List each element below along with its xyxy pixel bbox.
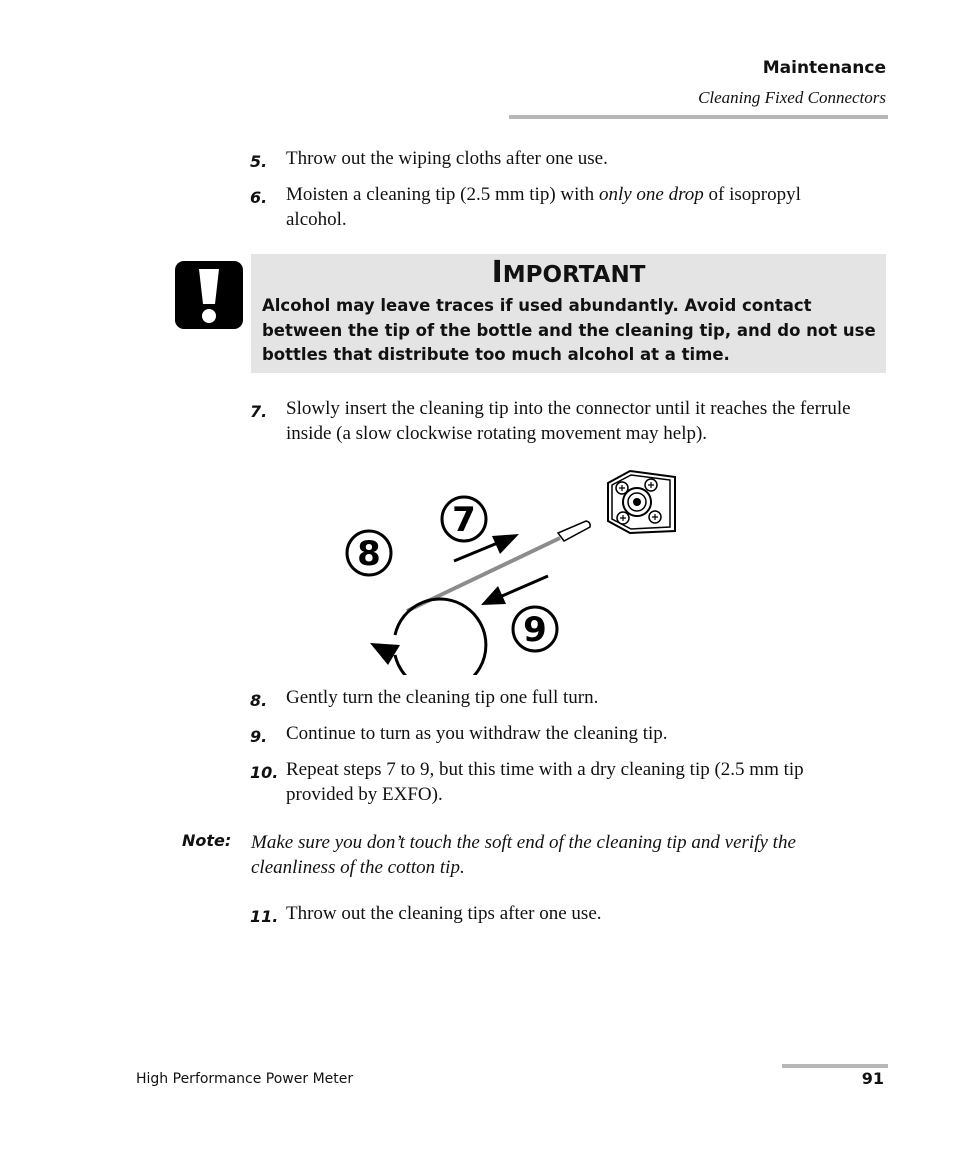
step-6 xyxy=(250,182,870,232)
step-number: 5. xyxy=(250,152,268,171)
important-heading: IMPORTANT xyxy=(491,255,646,290)
step-text: Gently turn the cleaning tip one full turn. xyxy=(286,687,599,708)
note-label: Note: xyxy=(182,831,232,850)
callout-label-8: 8 xyxy=(357,534,381,574)
important-callout xyxy=(251,254,886,373)
rotation-arrow-icon xyxy=(370,599,486,675)
connector-icon xyxy=(608,471,675,533)
step-5 xyxy=(250,146,870,171)
step-11 xyxy=(250,901,870,926)
step-number: 8. xyxy=(250,691,268,710)
page-number: 91 xyxy=(861,1069,884,1088)
step-10 xyxy=(250,757,870,807)
important-text: Alcohol may leave traces if used abundantly. Avoid contact between the tip of the bottle and the cleaning tip, and do not use bottles that distribute too much alcohol at a time. xyxy=(262,296,876,364)
step-8 xyxy=(250,685,870,710)
step-text: Continue to turn as you withdraw the cleaning tip. xyxy=(286,723,668,744)
important-exclamation-icon xyxy=(175,261,243,329)
step-number: 11. xyxy=(250,907,279,926)
step-number: 10. xyxy=(250,763,279,782)
callout-label-7: 7 xyxy=(452,500,476,540)
callout-label-9: 9 xyxy=(523,610,547,650)
step-text: Repeat steps 7 to 9, but this time with a dry cleaning tip (2.5 mm tip provided by EXFO). xyxy=(286,759,804,805)
header-subtitle: Cleaning Fixed Connectors xyxy=(698,88,886,107)
footer-document-title: High Performance Power Meter xyxy=(136,1071,354,1087)
step-9 xyxy=(250,721,870,746)
step-text: Moisten a cleaning tip (2.5 mm tip) with only one drop of isopropyl alcohol. xyxy=(286,184,801,230)
step-text: Throw out the wiping cloths after one use. xyxy=(286,148,608,169)
header-rule xyxy=(509,115,888,119)
step-text: Slowly insert the cleaning tip into the connector until it reaches the ferrule inside (a slow clockwise rotating movement may help). xyxy=(286,398,851,444)
step-number: 6. xyxy=(250,188,268,207)
step-text: Throw out the cleaning tips after one use. xyxy=(286,903,602,924)
cleaning-tip-illustration xyxy=(340,465,680,675)
footer-rule xyxy=(782,1064,888,1068)
step-7 xyxy=(250,396,870,446)
header-title: Maintenance xyxy=(762,58,886,78)
step-number: 9. xyxy=(250,727,268,746)
withdraw-arrow-icon xyxy=(481,576,548,605)
step-number: 7. xyxy=(250,402,268,421)
emphasis-text: only one drop xyxy=(598,184,704,205)
note-text: Make sure you don’t touch the soft end of the cleaning tip and verify the cleanliness of the cotton tip. xyxy=(251,832,796,878)
